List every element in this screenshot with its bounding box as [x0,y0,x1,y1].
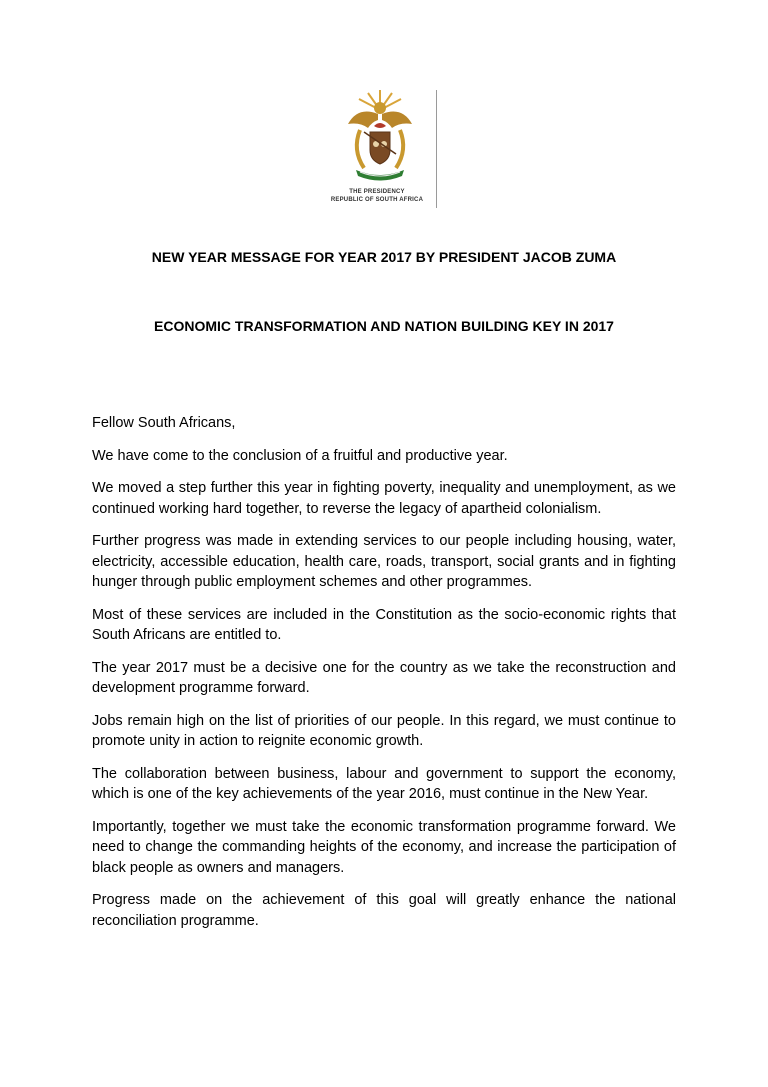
paragraph: Jobs remain high on the list of priorities of our people. In this regard, we must continue to promote unity in action to reignite economic growth. [92,712,676,749]
paragraph: Further progress was made in extending services to our people including housing, water, electricity, accessible education, health care, roads, transport, social grants and in fighting hunger through public employment schemes and other programmes. [92,533,676,590]
document-subtitle: ECONOMIC TRANSFORMATION AND NATION BUILDING KEY IN 2017 [154,318,614,334]
salutation: Fellow South Africans, [92,415,236,431]
document-title: NEW YEAR MESSAGE FOR YEAR 2017 BY PRESIDENT JACOB ZUMA [151,249,617,265]
logo-divider [436,90,437,208]
presidency-logo [318,88,442,208]
logo-text-presidency: THE PRESIDENCY [349,189,405,195]
logo-text-republic: REPUBLIC OF SOUTH AFRICA [330,197,424,203]
paragraph: We have come to the conclusion of a fruitful and productive year. [92,447,508,464]
paragraph: Importantly, together we must take the economic transformation programme forward. We need to change the commanding heights of the economy, and increase the participation of black people as owners and managers. [92,818,676,876]
paragraph: Most of these services are included in the Constitution as the socio-economic rights that South Africans are entitled to. [92,606,676,643]
message-body [92,413,676,943]
paragraph: Progress made on the achievement of this goal will greatly enhance the national reconciliation programme. [92,892,676,929]
paragraph: The year 2017 must be a decisive one for the country as we take the reconstruction and development programme forward. [92,659,676,696]
coat-of-arms-icon [338,88,422,186]
paragraph: We moved a step further this year in fighting poverty, inequality and unemployment, as we continued working hard together, to reverse the legacy of apartheid colonialism. [92,480,676,517]
paragraph: The collaboration between business, labour and government to support the economy, which is one of the key achievements of the year 2016, must continue in the New Year. [92,765,676,802]
